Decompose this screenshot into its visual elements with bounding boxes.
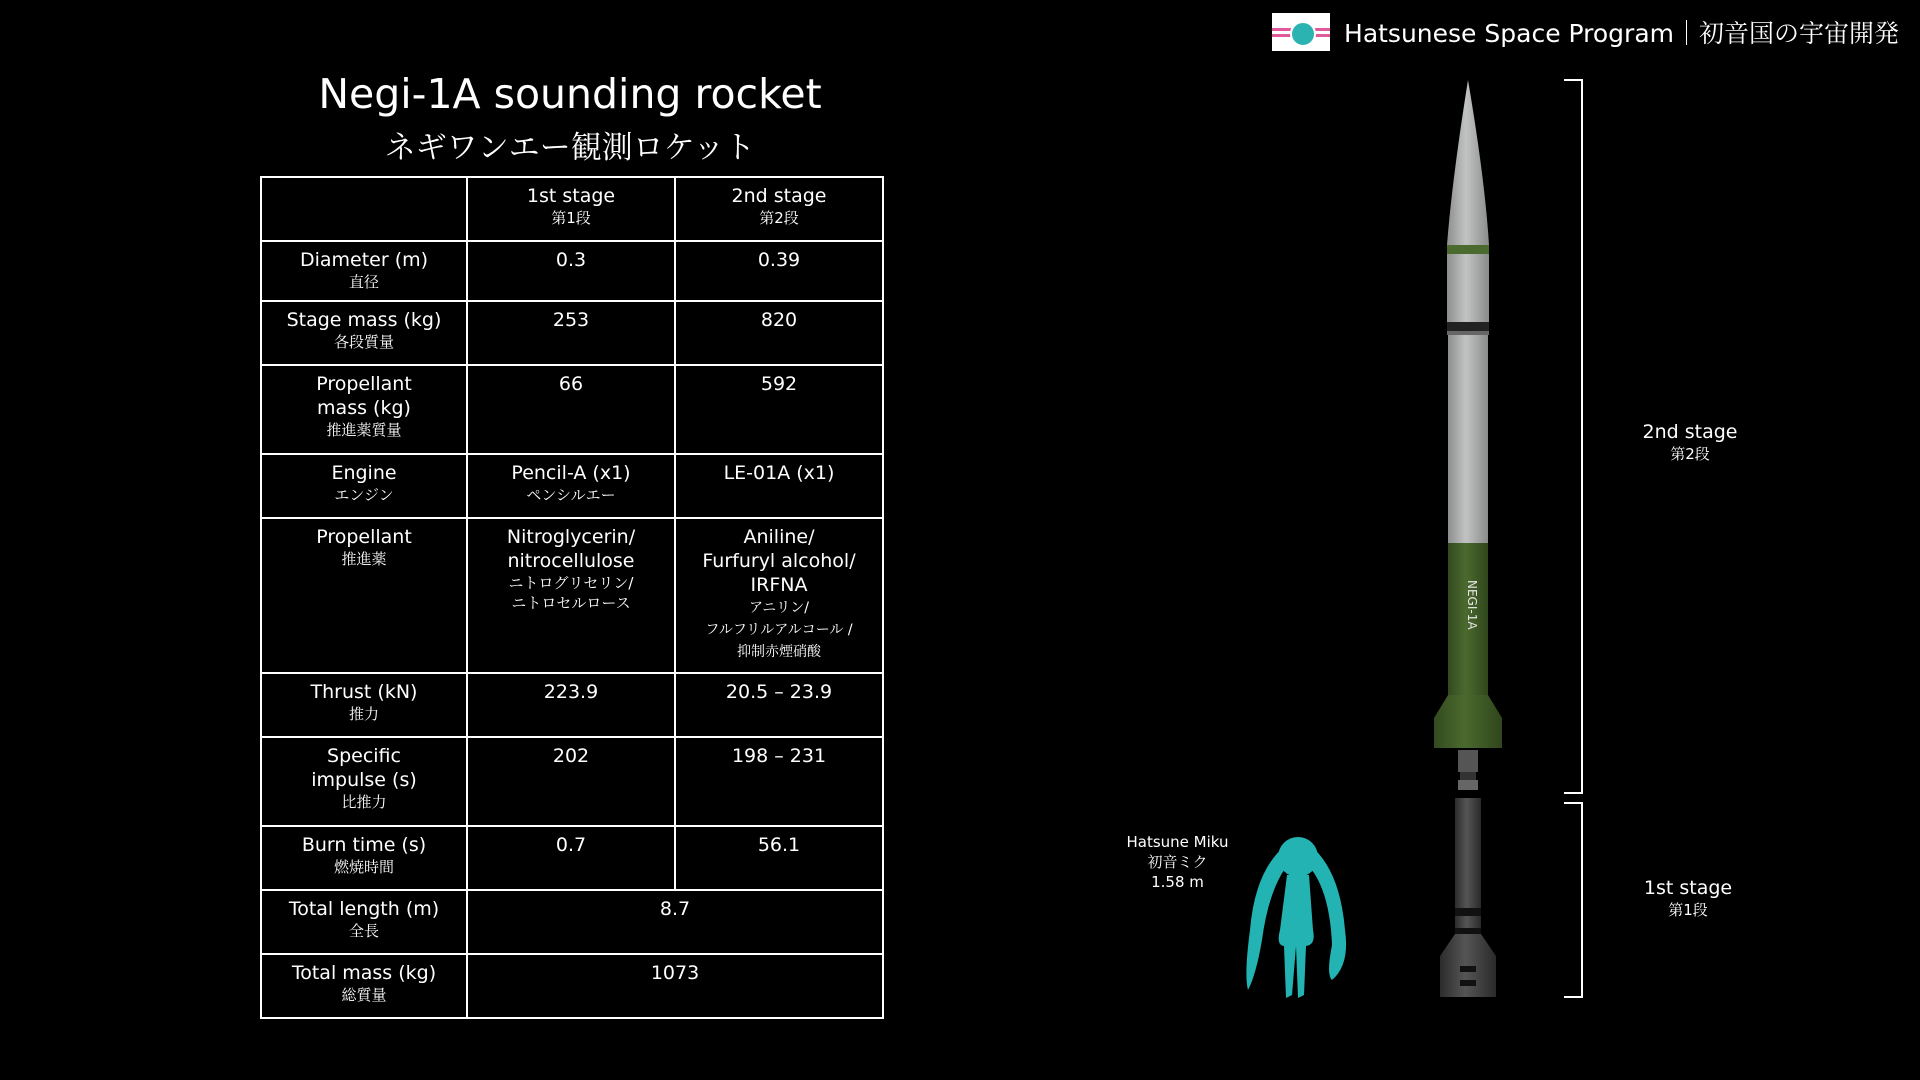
hatsune-miku-figure (1246, 837, 1346, 998)
cell-stage2: 56.1 (675, 826, 883, 890)
cell-stage2: 0.39 (675, 241, 883, 301)
column-header-stage2: 2nd stage 第2段 (675, 177, 883, 241)
row-label: Burn time (s) 燃焼時間 (261, 826, 467, 890)
cell-stage1: 202 (467, 737, 675, 826)
row-label: Total mass (kg) 総質量 (261, 954, 467, 1018)
cell-stage2: 820 (675, 301, 883, 365)
cell-stage2: 198 – 231 (675, 737, 883, 826)
program-name: Hatsunese Space Program｜初音国の宇宙開発 (1344, 19, 1899, 48)
column-header-stage1: 1st stage 第1段 (467, 177, 675, 241)
stage1-label: 1st stage 第1段 (1643, 877, 1733, 919)
page-subtitle: ネギワンエー観測ロケット (384, 130, 756, 166)
cell-total: 1073 (467, 954, 883, 1018)
figure-name-jp: 初音ミク (1147, 853, 1208, 871)
row-label: Propellant mass (kg) 推進薬質量 (261, 365, 467, 454)
page-title: Negi-1A sounding rocket (318, 70, 822, 118)
cell-stage1: 223.9 (467, 673, 675, 737)
cell-stage1: 66 (467, 365, 675, 454)
row-label: Total length (m) 全長 (261, 890, 467, 954)
cell-stage2: Aniline/ Furfuryl alcohol/ IRFNA アニリン/ フルフリルアルコール / 抑制赤煙硝酸 (675, 518, 883, 673)
cell-stage2: 20.5 – 23.9 (675, 673, 883, 737)
rocket-stage1-fins (1440, 934, 1496, 997)
stage2-label: 2nd stage 第2段 (1642, 421, 1738, 463)
figure-label (1110, 832, 1245, 892)
rocket-stage2-fins (1434, 695, 1502, 748)
row-label: Stage mass (kg) 各段質量 (261, 301, 467, 365)
row-label: Specific impulse (s) 比推力 (261, 737, 467, 826)
stage1-bracket (1564, 803, 1582, 997)
rocket-stage2-tank (1448, 335, 1488, 543)
cell-stage2: 592 (675, 365, 883, 454)
rocket-marking: NEGI-1A (1465, 580, 1479, 630)
figure-name-en: Hatsune Miku (1126, 833, 1229, 851)
rocket-interstage (1458, 750, 1478, 772)
rocket-separation-ring (1447, 322, 1489, 331)
figure-height: 1.58 m (1151, 873, 1204, 891)
cell-stage1: Pencil-A (x1) ペンシルエー (467, 454, 675, 518)
cell-stage1: 253 (467, 301, 675, 365)
rocket-stage1-body (1455, 798, 1481, 908)
rocket-fairing (1447, 254, 1489, 322)
row-label: Thrust (kN) 推力 (261, 673, 467, 737)
cell-stage2: LE-01A (x1) (675, 454, 883, 518)
cell-total: 8.7 (467, 890, 883, 954)
cell-stage1: 0.3 (467, 241, 675, 301)
row-label: Propellant 推進薬 (261, 518, 467, 673)
cell-stage1: 0.7 (467, 826, 675, 890)
row-label: Engine エンジン (261, 454, 467, 518)
rocket-green-band (1447, 245, 1489, 254)
stage2-bracket (1564, 80, 1582, 793)
row-label: Diameter (m) 直径 (261, 241, 467, 301)
rocket-nose-cone (1447, 80, 1489, 245)
cell-stage1: Nitroglycerin/ nitrocellulose ニトログリセリン/ ニトロセルロース (467, 518, 675, 673)
